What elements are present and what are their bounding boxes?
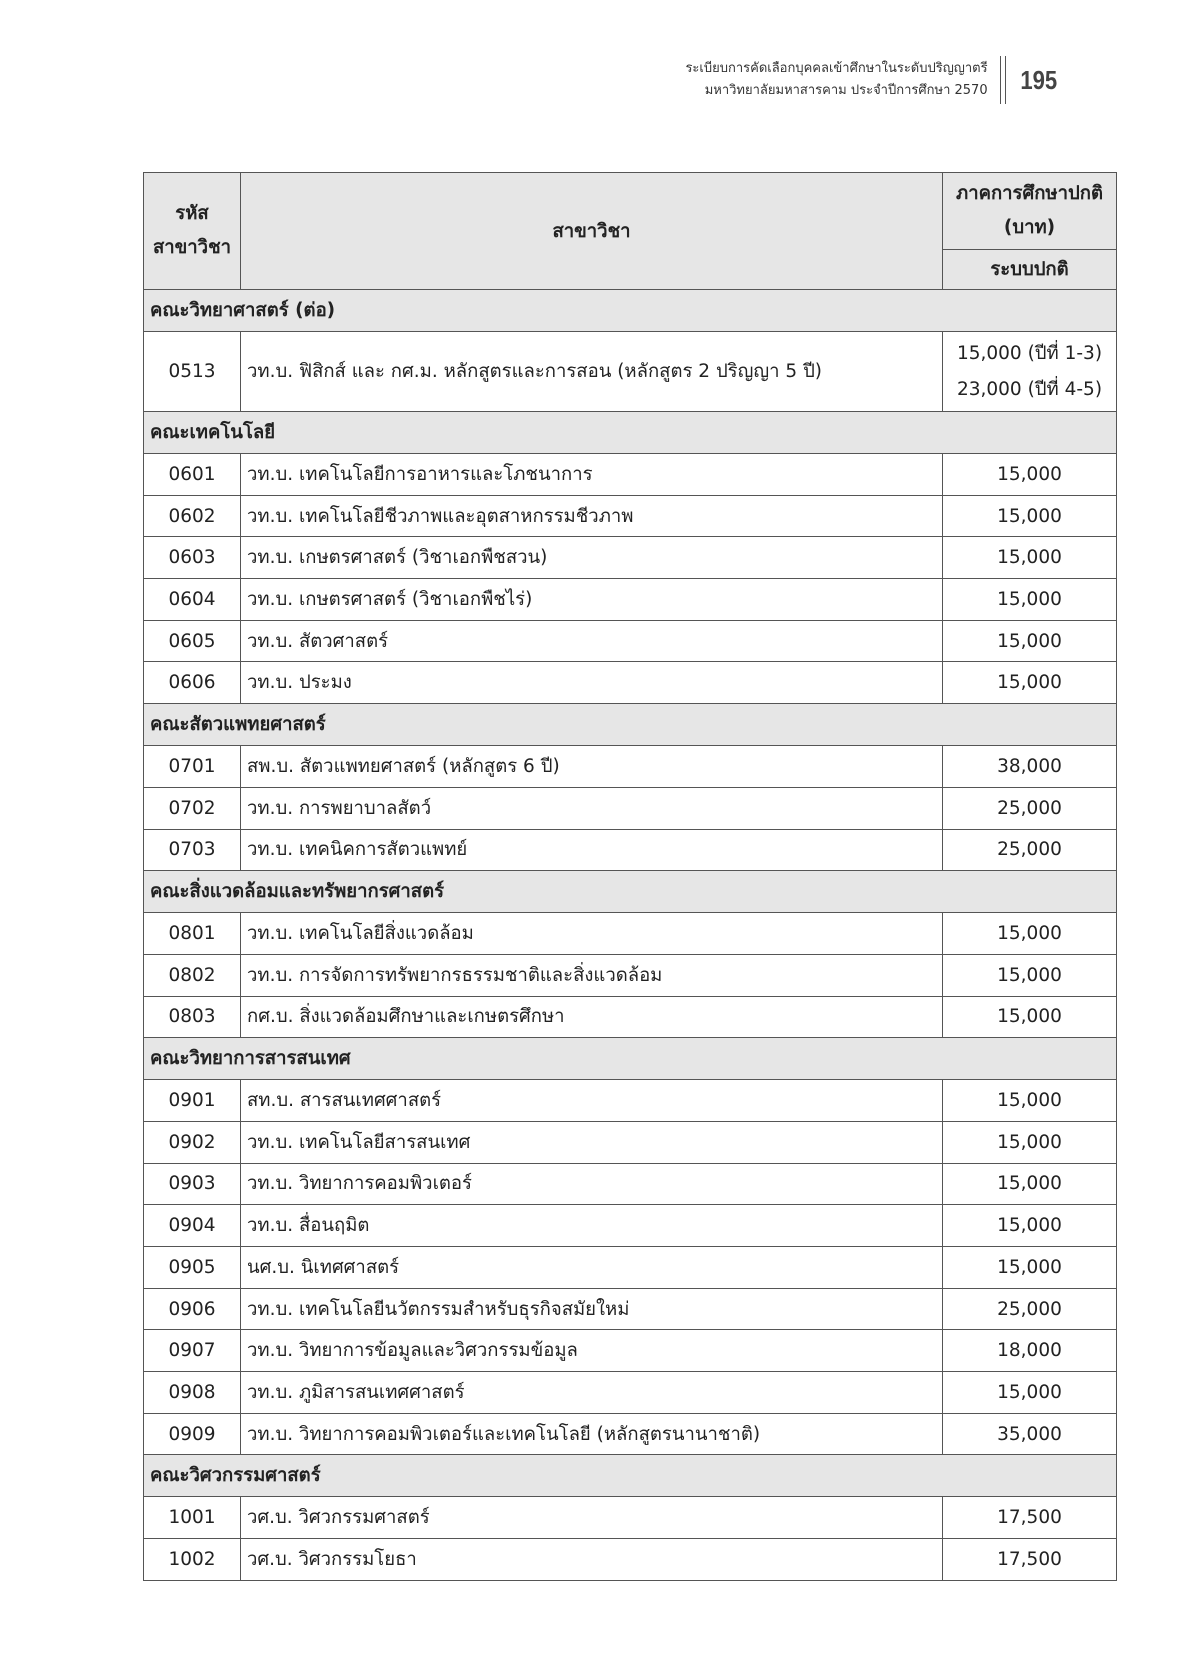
program-name: วท.บ. เทคโนโลยีสิ่งแวดล้อม	[241, 913, 943, 955]
table-row	[144, 1163, 1117, 1205]
program-code: 0801	[144, 913, 241, 955]
program-fee: 18,000	[943, 1330, 1117, 1372]
faculty-row	[144, 1038, 1117, 1080]
program-name: วท.บ. เทคโนโลยีชีวภาพและอุตสาหกรรมชีวภาพ	[241, 495, 943, 537]
program-name: วท.บ. การพยาบาลสัตว์	[241, 787, 943, 829]
table-row	[144, 913, 1117, 955]
table-row	[144, 1288, 1117, 1330]
header-line-1: ระเบียบการคัดเลือกบุคคลเข้าศึกษาในระดับปริญญาตรี	[685, 61, 988, 76]
program-name: กศ.บ. สิ่งแวดล้อมศึกษาและเกษตรศึกษา	[241, 996, 943, 1038]
table-header-row	[144, 173, 1117, 250]
program-fee: 25,000	[943, 787, 1117, 829]
program-fee: 15,000	[943, 537, 1117, 579]
program-fee: 35,000	[943, 1413, 1117, 1455]
program-fee: 15,000	[943, 1247, 1117, 1289]
program-fee: 17,500	[943, 1539, 1117, 1581]
program-name: วท.บ. ประมง	[241, 662, 943, 704]
faculty-row	[144, 290, 1117, 332]
col-header-name: สาขาวิชา	[241, 173, 943, 290]
table-row	[144, 1539, 1117, 1581]
program-fee: 15,000	[943, 579, 1117, 621]
program-name: วท.บ. เทคนิคการสัตวแพทย์	[241, 829, 943, 871]
program-code: 0802	[144, 954, 241, 996]
program-name: วศ.บ. วิศวกรรมโยธา	[241, 1539, 943, 1581]
program-code: 0803	[144, 996, 241, 1038]
program-fee: 15,000	[943, 1163, 1117, 1205]
table-row	[144, 829, 1117, 871]
program-name: วท.บ. วิทยาการคอมพิวเตอร์	[241, 1163, 943, 1205]
program-code: 0602	[144, 495, 241, 537]
program-name: สพ.บ. สัตวแพทยศาสตร์ (หลักสูตร 6 ปี)	[241, 746, 943, 788]
program-fee	[943, 332, 1117, 412]
program-code: 0907	[144, 1330, 241, 1372]
program-code: 1002	[144, 1539, 241, 1581]
program-code: 0605	[144, 620, 241, 662]
program-fee: 15,000	[943, 495, 1117, 537]
program-code: 0903	[144, 1163, 241, 1205]
program-code: 0606	[144, 662, 241, 704]
program-name: วท.บ. ฟิสิกส์ และ กศ.ม. หลักสูตรและการสอน (หลักสูตร 2 ปริญญา 5 ปี)	[241, 332, 943, 412]
program-code: 0906	[144, 1288, 241, 1330]
table-row	[144, 1413, 1117, 1455]
program-name: วท.บ. สัตวศาสตร์	[241, 620, 943, 662]
program-name: สท.บ. สารสนเทศศาสตร์	[241, 1080, 943, 1122]
col-header-fee-sub: ระบบปกติ	[943, 250, 1117, 290]
tuition-fee-table	[143, 172, 1117, 1581]
table-row	[144, 332, 1117, 412]
program-fee: 15,000	[943, 996, 1117, 1038]
table-row	[144, 1247, 1117, 1289]
table-row	[144, 1497, 1117, 1539]
header-line-2: มหาวิทยาลัยมหาสารคาม ประจำปีการศึกษา 2570	[704, 83, 988, 98]
faculty-name: คณะสิ่งแวดล้อมและทรัพยากรศาสตร์	[144, 871, 1117, 913]
program-name: วท.บ. เกษตรศาสตร์ (วิชาเอกพืชสวน)	[241, 537, 943, 579]
program-code: 0603	[144, 537, 241, 579]
page-number: 195	[1019, 64, 1057, 95]
program-code: 0703	[144, 829, 241, 871]
program-name: วท.บ. วิทยาการข้อมูลและวิศวกรรมข้อมูล	[241, 1330, 943, 1372]
program-fee: 15,000	[943, 620, 1117, 662]
table-row	[144, 495, 1117, 537]
faculty-row	[144, 704, 1117, 746]
table-row	[144, 1080, 1117, 1122]
program-code: 0701	[144, 746, 241, 788]
program-code: 1001	[144, 1497, 241, 1539]
fee-line-1: 15,000 (ปีที่ 1-3)	[956, 342, 1103, 364]
table-row	[144, 620, 1117, 662]
program-fee: 15,000	[943, 913, 1117, 955]
program-fee: 17,500	[943, 1497, 1117, 1539]
program-code: 0904	[144, 1205, 241, 1247]
table-row	[144, 662, 1117, 704]
program-code: 0909	[144, 1413, 241, 1455]
table-row	[144, 996, 1117, 1038]
faculty-name: คณะวิทยาการสารสนเทศ	[144, 1038, 1117, 1080]
program-code: 0702	[144, 787, 241, 829]
table-row	[144, 454, 1117, 496]
program-name: วท.บ. ภูมิสารสนเทศศาสตร์	[241, 1372, 943, 1414]
table-row	[144, 579, 1117, 621]
faculty-row	[144, 871, 1117, 913]
header-text	[685, 58, 999, 102]
faculty-row	[144, 412, 1117, 454]
program-name: วท.บ. เทคโนโลยีการอาหารและโภชนาการ	[241, 454, 943, 496]
program-fee: 38,000	[943, 746, 1117, 788]
program-fee: 15,000	[943, 1121, 1117, 1163]
table-row	[144, 537, 1117, 579]
program-fee: 25,000	[943, 829, 1117, 871]
program-code: 0513	[144, 332, 241, 412]
program-name: วศ.บ. วิศวกรรมศาสตร์	[241, 1497, 943, 1539]
program-name: วท.บ. วิทยาการคอมพิวเตอร์และเทคโนโลยี (หลักสูตรนานาชาติ)	[241, 1413, 943, 1455]
table-row	[144, 1121, 1117, 1163]
program-code: 0908	[144, 1372, 241, 1414]
fee-line-2: 23,000 (ปีที่ 4-5)	[956, 378, 1103, 400]
program-fee: 25,000	[943, 1288, 1117, 1330]
faculty-name: คณะวิทยาศาสตร์ (ต่อ)	[144, 290, 1117, 332]
table-row	[144, 746, 1117, 788]
program-code: 0604	[144, 579, 241, 621]
table-row	[144, 954, 1117, 996]
table-row	[144, 787, 1117, 829]
program-code: 0902	[144, 1121, 241, 1163]
page-header	[685, 52, 1061, 108]
program-fee: 15,000	[943, 1372, 1117, 1414]
col-header-code: รหัส สาขาวิชา	[144, 173, 241, 290]
faculty-name: คณะเทคโนโลยี	[144, 412, 1117, 454]
faculty-row	[144, 1455, 1117, 1497]
program-code: 0901	[144, 1080, 241, 1122]
program-fee: 15,000	[943, 454, 1117, 496]
program-fee: 15,000	[943, 1080, 1117, 1122]
faculty-name: คณะสัตวแพทยศาสตร์	[144, 704, 1117, 746]
header-divider	[1000, 56, 1006, 104]
program-code: 0905	[144, 1247, 241, 1289]
col-header-fee-group: ภาคการศึกษาปกติ (บาท)	[943, 173, 1117, 250]
table-row	[144, 1205, 1117, 1247]
program-name: วท.บ. สื่อนฤมิต	[241, 1205, 943, 1247]
program-name: วท.บ. เทคโนโลยีนวัตกรรมสำหรับธุรกิจสมัยใหม่	[241, 1288, 943, 1330]
faculty-name: คณะวิศวกรรมศาสตร์	[144, 1455, 1117, 1497]
program-name: วท.บ. การจัดการทรัพยากรธรรมชาติและสิ่งแวดล้อม	[241, 954, 943, 996]
program-fee: 15,000	[943, 1205, 1117, 1247]
program-name: วท.บ. เทคโนโลยีสารสนเทศ	[241, 1121, 943, 1163]
program-fee: 15,000	[943, 662, 1117, 704]
program-code: 0601	[144, 454, 241, 496]
program-name: นศ.บ. นิเทศศาสตร์	[241, 1247, 943, 1289]
table-body	[144, 290, 1117, 1581]
program-name: วท.บ. เกษตรศาสตร์ (วิชาเอกพืชไร่)	[241, 579, 943, 621]
table-row	[144, 1372, 1117, 1414]
program-fee: 15,000	[943, 954, 1117, 996]
table-row	[144, 1330, 1117, 1372]
